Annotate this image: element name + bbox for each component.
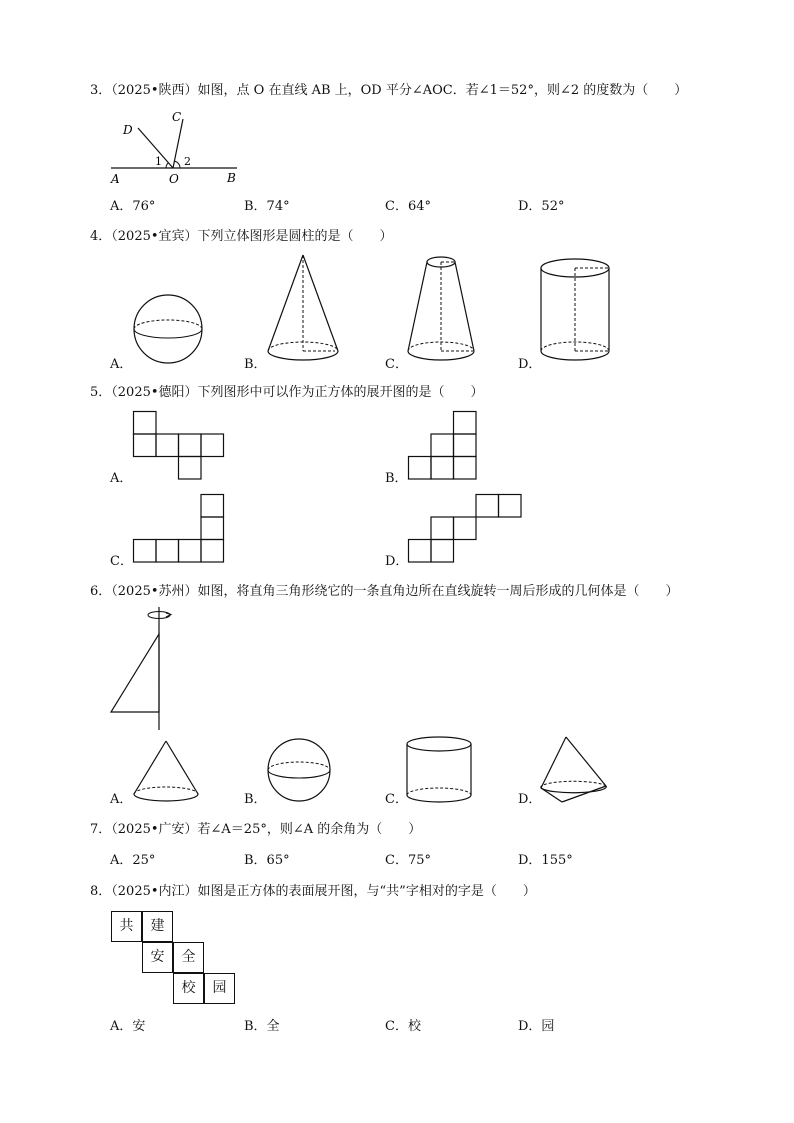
q5-label-c[interactable]: C． <box>110 554 133 569</box>
q6-triangle-figure <box>108 604 178 734</box>
q3-label-a: A <box>111 172 120 186</box>
q3-angle2-label: 2 <box>184 155 191 168</box>
q3-option-b[interactable]: B．74° <box>244 199 290 214</box>
q8-cell-gong: 共 <box>111 911 142 942</box>
q8-cell-an: 安 <box>142 942 173 973</box>
q8-cell-jian: 建 <box>142 911 173 942</box>
q5-net-d <box>408 494 533 566</box>
q6-label-d[interactable]: D． <box>518 792 542 807</box>
q3-label-d: D <box>123 123 133 137</box>
q7-option-a[interactable]: A．25° <box>110 853 156 868</box>
q3-angle1-label: 1 <box>155 155 162 168</box>
q8-option-a[interactable]: A．安 <box>110 1019 146 1034</box>
q8-cell-quan: 全 <box>173 942 204 973</box>
q4-frustum-figure <box>404 252 484 370</box>
q6-cone-figure <box>131 738 206 808</box>
q4-stem: 4．（2025•宜宾）下列立体图形是圆柱的是（ ） <box>90 229 393 244</box>
q3-label-o: O <box>169 172 179 186</box>
q8-option-c[interactable]: C．校 <box>385 1019 421 1034</box>
q8-stem: 8．（2025•内江）如图是正方体的表面展开图，与“共”字相对的字是（ ） <box>90 884 536 899</box>
q5-label-d[interactable]: D． <box>385 554 409 569</box>
q5-label-b[interactable]: B． <box>385 471 408 486</box>
q4-sphere-figure <box>131 292 205 366</box>
q3-option-d[interactable]: D．52° <box>518 199 565 214</box>
q6-stem: 6．（2025•苏州）如图，将直角三角形绕它的一条直角边所在直线旋转一周后形成的几何体是（ ） <box>90 584 679 599</box>
q8-option-b[interactable]: B．全 <box>244 1019 280 1034</box>
q4-label-a[interactable]: A． <box>110 357 133 372</box>
q4-cylinder-figure <box>538 252 618 370</box>
q7-option-d[interactable]: D．155° <box>518 853 573 868</box>
q5-label-a[interactable]: A． <box>110 471 133 486</box>
q5-net-c <box>133 494 233 566</box>
q6-cylinder-figure <box>404 734 479 809</box>
q7-stem: 7．（2025•广安）若∠A＝25°，则∠A 的余角为（ ） <box>90 822 422 837</box>
q8-cell-xiao: 校 <box>173 973 204 1004</box>
q8-option-d[interactable]: D．园 <box>518 1019 555 1034</box>
q8-cell-yuan: 园 <box>204 973 235 1004</box>
q5-net-a <box>133 411 233 483</box>
q4-label-b[interactable]: B． <box>244 357 267 372</box>
q4-label-c[interactable]: C． <box>385 357 408 372</box>
q5-net-b <box>408 411 488 483</box>
q6-sphere-figure <box>265 736 340 811</box>
q3-stem: 3．（2025•陕西）如图，点 O 在直线 AB 上，OD 平分∠AOC．若∠1＝52°，则∠2 的度数为（ ） <box>90 83 688 98</box>
q3-figure <box>106 106 246 186</box>
q7-option-c[interactable]: C．75° <box>385 853 431 868</box>
q6-label-a[interactable]: A． <box>110 792 133 807</box>
q6-label-b[interactable]: B． <box>244 792 267 807</box>
q4-label-d[interactable]: D． <box>518 357 542 372</box>
q6-label-c[interactable]: C． <box>385 792 408 807</box>
q3-option-c[interactable]: C．64° <box>385 199 431 214</box>
q3-label-c: C <box>172 110 182 124</box>
q6-double-cone-figure <box>538 734 613 809</box>
q5-stem: 5．（2025•德阳）下列图形中可以作为正方体的展开图的是（ ） <box>90 385 484 400</box>
q4-cone-figure <box>265 252 345 370</box>
q3-label-b: B <box>227 171 236 185</box>
q7-option-b[interactable]: B．65° <box>244 853 290 868</box>
q3-option-a[interactable]: A．76° <box>110 199 156 214</box>
